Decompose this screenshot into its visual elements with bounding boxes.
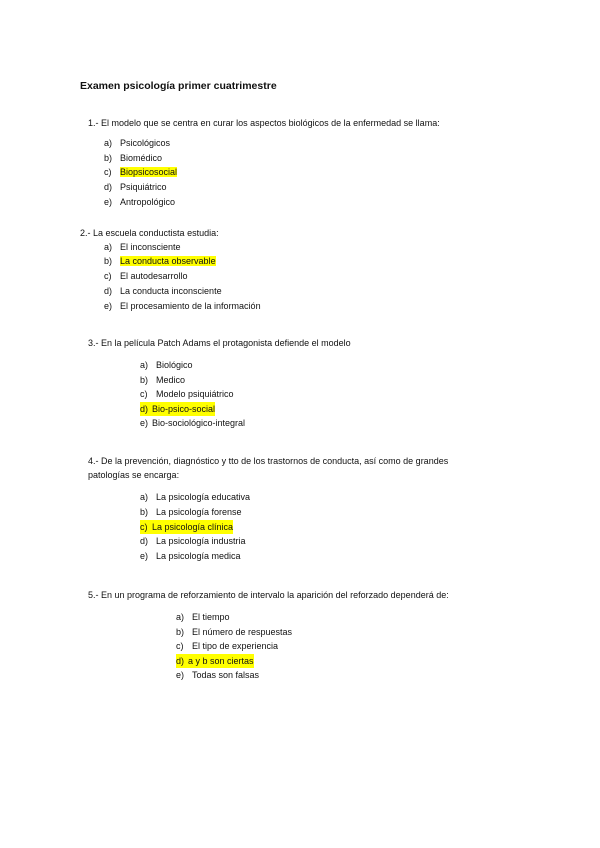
option-text: El número de respuestas <box>192 627 293 637</box>
option-letter: d) <box>176 656 185 666</box>
option-text: Biomédico <box>120 153 163 163</box>
option-1d <box>104 180 167 194</box>
option-text: Todas son falsas <box>192 670 260 680</box>
option-letter: c) <box>104 167 112 177</box>
option-text: Bio-sociológico-integral <box>152 418 246 428</box>
option-2d <box>104 284 222 298</box>
option-3a <box>140 358 193 372</box>
option-text: La psicología forense <box>156 507 242 517</box>
option-text: El tiempo <box>192 612 230 622</box>
option-1b <box>104 151 162 165</box>
option-text: El autodesarrollo <box>120 271 188 281</box>
option-5d-answer <box>176 654 254 668</box>
option-1c-answer <box>104 165 177 179</box>
option-1e <box>104 195 175 209</box>
question-1: 1.- El modelo que se centra en curar los aspectos biológicos de la enfermedad se llama: <box>88 118 440 128</box>
option-letter: e) <box>176 670 185 680</box>
question-3: 3.- En la película Patch Adams el protagonista defiende el modelo <box>88 338 351 348</box>
option-4b <box>140 505 242 519</box>
option-4a <box>140 490 250 504</box>
option-text: Antropológico <box>120 197 176 207</box>
question-4-line-1: 4.- De la prevención, diagnóstico y tto de los trastornos de conducta, así como de grandes <box>88 456 449 466</box>
option-5b <box>176 625 292 639</box>
option-text-highlighted: Biopsicosocial <box>120 167 178 177</box>
option-letter: b) <box>140 375 149 385</box>
option-letter: d) <box>140 536 149 546</box>
option-5a <box>176 610 230 624</box>
option-4e <box>140 549 241 563</box>
option-text: Biológico <box>156 360 193 370</box>
option-text: Psiquiátrico <box>120 182 167 192</box>
option-letter: c) <box>176 641 184 651</box>
option-2e <box>104 299 261 313</box>
option-letter: e) <box>140 418 149 428</box>
option-2b-answer <box>104 254 216 268</box>
option-4c-answer <box>140 520 233 534</box>
question-2: 2.- La escuela conductista estudia: <box>80 228 219 238</box>
option-text: El tipo de experiencia <box>192 641 279 651</box>
option-letter: c) <box>140 522 148 532</box>
option-letter: e) <box>104 301 113 311</box>
option-3b <box>140 373 185 387</box>
option-letter: b) <box>176 627 185 637</box>
question-5: 5.- En un programa de reforzamiento de intervalo la aparición del reforzado dependerá de: <box>88 590 449 600</box>
option-4d <box>140 534 246 548</box>
option-letter: e) <box>140 551 149 561</box>
option-text: La psicología educativa <box>156 492 251 502</box>
option-letter: d) <box>104 286 113 296</box>
option-3e <box>140 416 245 430</box>
option-3d-answer <box>140 402 215 416</box>
option-2a <box>104 240 181 254</box>
option-text: El procesamiento de la información <box>120 301 261 311</box>
option-letter: e) <box>104 197 113 207</box>
option-letter: d) <box>140 404 149 414</box>
option-text: Medico <box>156 375 186 385</box>
option-letter: b) <box>104 256 113 266</box>
option-text: Modelo psiquiátrico <box>156 389 234 399</box>
option-letter: a) <box>176 612 185 622</box>
option-text-highlighted: La conducta observable <box>120 256 216 266</box>
page-title: Examen psicología primer cuatrimestre <box>80 80 277 92</box>
option-letter: b) <box>140 507 149 517</box>
option-text: Psicológicos <box>120 138 171 148</box>
option-letter: a) <box>140 360 149 370</box>
option-letter: a) <box>104 242 113 252</box>
option-3c <box>140 387 234 401</box>
option-letter: a) <box>140 492 149 502</box>
option-letter: c) <box>140 389 148 399</box>
option-letter: a) <box>104 138 113 148</box>
option-1a <box>104 136 170 150</box>
option-text-highlighted: La psicología clínica <box>152 522 234 532</box>
option-2c <box>104 269 188 283</box>
option-text: La conducta inconsciente <box>120 286 222 296</box>
option-letter: c) <box>104 271 112 281</box>
option-text-highlighted: Bio-psico-social <box>152 404 216 414</box>
option-text-highlighted: a y b son ciertas <box>188 656 254 666</box>
question-4-line-2: patologías se encarga: <box>88 470 180 480</box>
option-5e <box>176 668 259 682</box>
option-letter: d) <box>104 182 113 192</box>
option-text: El inconsciente <box>120 242 181 252</box>
option-5c <box>176 639 278 653</box>
option-text: La psicología medica <box>156 551 241 561</box>
option-text: La psicología industria <box>156 536 246 546</box>
option-letter: b) <box>104 153 113 163</box>
